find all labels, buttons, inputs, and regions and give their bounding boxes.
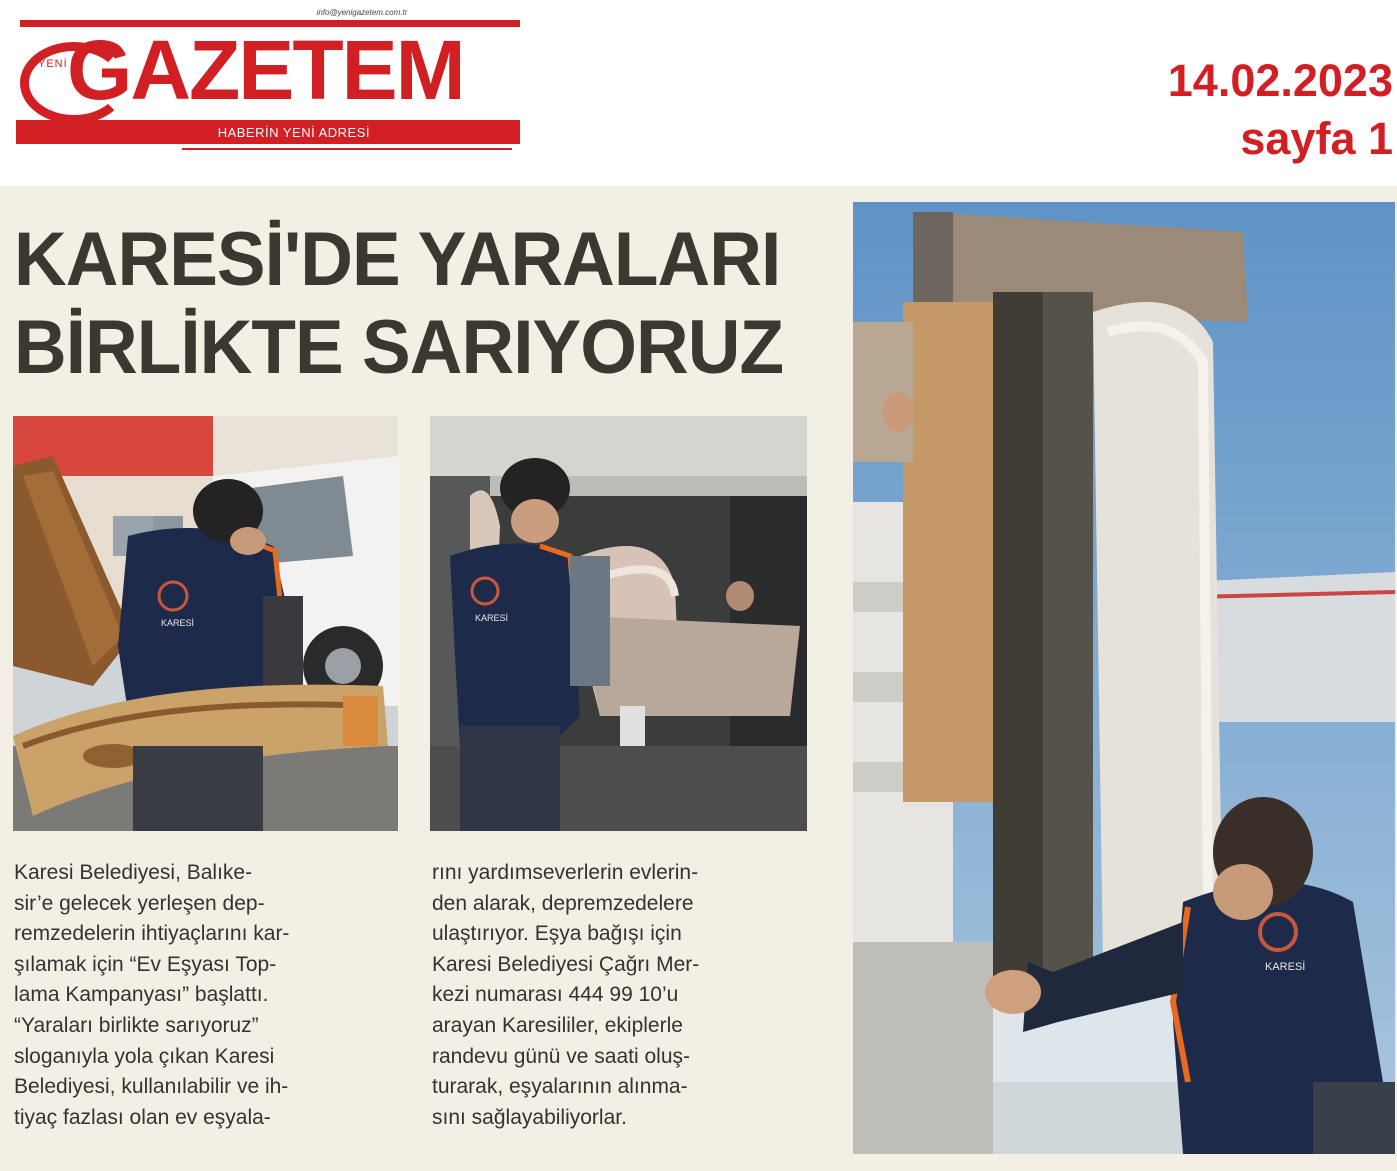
publication-date: 14.02.2023 <box>1167 55 1393 106</box>
masthead-yeni: YENİ <box>38 58 68 70</box>
masthead-email: info@yenigazetem.com.tr <box>316 8 408 17</box>
col2-line: randevu günü ve saati oluş- <box>432 1044 690 1068</box>
col2-line: rını yardımseverlerin evlerin- <box>432 861 699 884</box>
headline-line-2: BİRLİKTE SARIYORUZ <box>14 305 784 390</box>
col1-line: Karesi Belediyesi, Balıke- <box>14 861 253 884</box>
photo-worker-carrying-armchair <box>430 416 807 831</box>
col2-line: ulaştırıyor. Eşya bağışı için <box>432 922 682 946</box>
masthead-bottom-bar <box>16 120 520 144</box>
col1-line: lama Kampanyası” başlattı. <box>14 983 269 1007</box>
photo-worker-loading-truck <box>853 202 1395 1154</box>
col1-line: “Yaraları birlikte sarıyoruz” <box>14 1013 259 1037</box>
photo2-vest-text: KARESİ <box>475 613 509 623</box>
col2-line: Karesi Belediyesi Çağrı Mer- <box>432 952 700 976</box>
col1-line: sloganıyla yola çıkan Karesi <box>14 1044 275 1068</box>
article-column-2 <box>432 858 792 1133</box>
col1-line: şılamak için “Ev Eşyası Top- <box>14 952 277 976</box>
headline-line-1: KARESİ'DE YARALARI <box>14 217 781 302</box>
page-number: sayfa 1 <box>1240 113 1393 164</box>
col2-line: kezi numarası 444 99 10’u <box>432 983 679 1007</box>
photo3-vest-text: KARESİ <box>1265 961 1306 973</box>
masthead-logo <box>12 8 522 156</box>
date-block <box>1168 52 1393 168</box>
col2-line: turarak, eşyalarının alınma- <box>432 1075 688 1099</box>
col1-line: sir’e gelecek yerleşen dep- <box>14 891 265 915</box>
col1-line: tiyaç fazlası olan ev eşyala- <box>14 1105 271 1129</box>
col2-line: arayan Karesililer, ekiplerle <box>432 1013 683 1037</box>
masthead-title: GAZETEM <box>67 23 464 117</box>
col1-line: remzedelerin ihtiyaçlarını kar- <box>14 922 290 946</box>
article-column-1 <box>14 858 374 1133</box>
col2-line: sını sağlayabiliyorlar. <box>432 1105 627 1129</box>
col1-line: Belediyesi, kullanılabilir ve ih- <box>14 1075 289 1099</box>
article-headline <box>14 216 782 392</box>
masthead-underline <box>182 148 512 150</box>
col2-line: den alarak, depremzedelere <box>432 891 694 915</box>
photo1-vest-text: KARESİ <box>161 618 195 628</box>
news-clipping <box>0 186 1397 1171</box>
masthead-slogan: HABERİN YENİ ADRESİ <box>217 124 370 140</box>
photo-worker-carrying-board <box>13 416 398 831</box>
